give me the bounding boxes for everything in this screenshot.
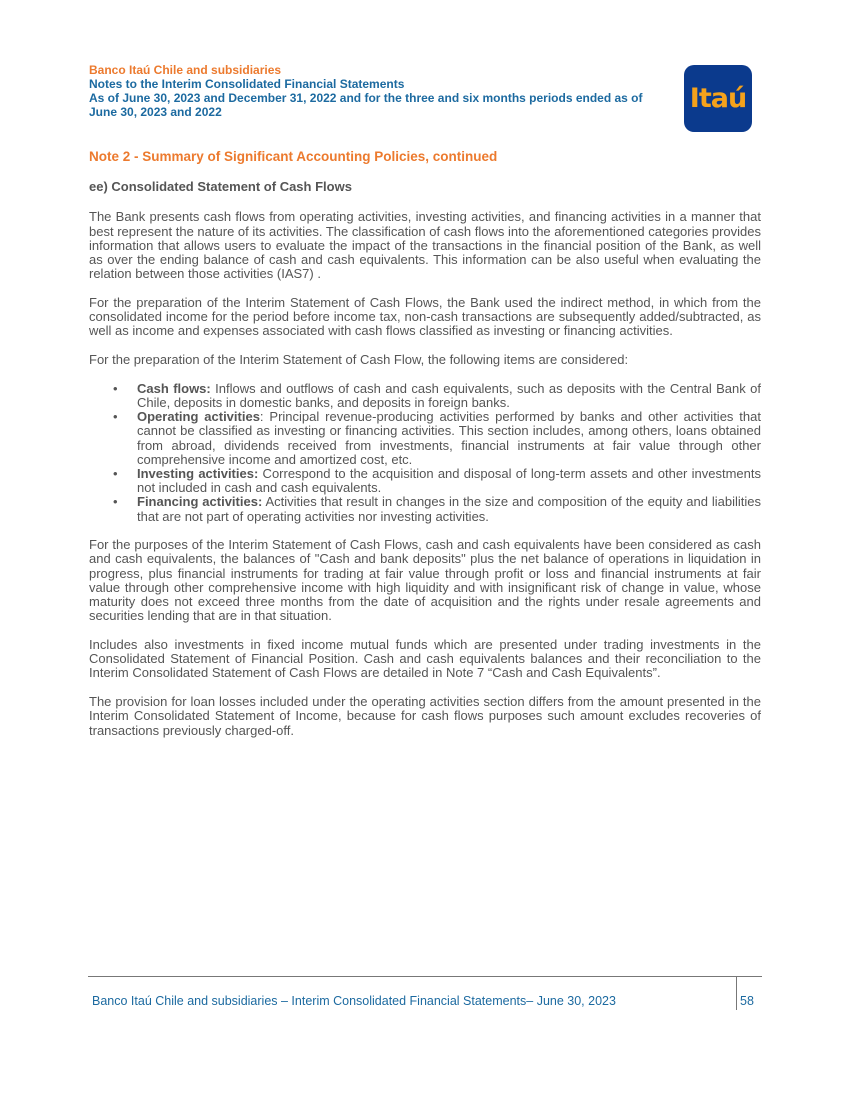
bullet-icon: • xyxy=(113,409,118,425)
company-name: Banco Itaú Chile and subsidiaries xyxy=(89,63,282,77)
page-header xyxy=(89,63,679,119)
page-number: 58 xyxy=(740,994,754,1008)
section-title: ee) Consolidated Statement of Cash Flows xyxy=(89,179,352,195)
footer-rule xyxy=(88,976,762,977)
cash-flow-items-list xyxy=(89,382,761,524)
list-item-text: Inflows and outflows of cash and cash equivalents, such as deposits with the Central Bank of Chile, deposits in domestic banks, and deposits in foreign banks. xyxy=(137,380,761,410)
paragraph-3: For the preparation of the Interim Statement of Cash Flow, the following items are considered: xyxy=(89,352,629,368)
header-subtitle-line-1: Notes to the Interim Consolidated Financial Statements xyxy=(89,77,405,91)
footer-divider xyxy=(736,977,737,1010)
paragraph-5: Includes also investments in fixed income mutual funds which are presented under trading investments in the Consolidated Statement of Financial Position. Cash and cash equivalents balances and their reconciliation to the Interim Consolidated Statement of Cash Flows are detailed in Note 7 “Cash and Cash Equivalents”. xyxy=(89,636,761,681)
list-item-text: Correspond to the acquisition and disposal of long-term assets and other investments not included in cash and cash equivalents. xyxy=(137,465,761,496)
page-content xyxy=(89,150,761,752)
header-subtitle-line-2: As of June 30, 2023 and December 31, 2022 and for the three and six months periods ended as of xyxy=(89,91,643,105)
bullet-icon: • xyxy=(113,494,118,510)
list-item xyxy=(89,495,761,523)
paragraph-2: For the preparation of the Interim Statement of Cash Flows, the Bank used the indirect method, in which from the consolidated income for the period before income tax, non-cash transactions are subsequently added/subtracted, as well as income and expenses associated with cash flows classified as investing or financing activities. xyxy=(89,294,761,339)
list-item xyxy=(89,410,761,467)
bullet-icon: • xyxy=(113,380,118,396)
bullet-icon: • xyxy=(113,465,118,481)
logo-text: Itaú xyxy=(689,83,747,114)
list-item-term: Investing activities: xyxy=(137,465,259,481)
list-item-text: Activities that result in changes in the size and composition of the equity and liabilities that are not part of operating activities nor investing activities. xyxy=(137,494,761,524)
list-item-term: Cash flows: xyxy=(137,380,211,396)
list-item-term: Operating activities xyxy=(137,409,260,425)
header-subtitle-line-3: June 30, 2023 and 2022 xyxy=(89,105,222,119)
list-item xyxy=(89,467,761,495)
footer-text: Banco Itaú Chile and subsidiaries – Interim Consolidated Financial Statements– June 30, 2023 xyxy=(92,994,616,1008)
list-item-term: Financing activities: xyxy=(137,494,263,510)
paragraph-6: The provision for loan losses included under the operating activities section differs from the amount presented in the Interim Consolidated Statement of Income, because for cash flows purposes such amount excludes recoveries of transactions previously charged-off. xyxy=(89,694,761,738)
itau-logo xyxy=(684,65,752,132)
list-item-text: : Principal revenue-producing activities performed by banks and other activities that cannot be classified as investing or financing activities. This section includes, among others, loans obtained from abroad, dividends received from investments, financial instruments at fair value through other comprehensive income and amortized cost, etc. xyxy=(137,409,761,467)
list-item xyxy=(89,382,761,410)
paragraph-1: The Bank presents cash flows from operating activities, investing activities, and financing activities in a manner that best represent the nature of its activities. The classification of cash flows into the aforementioned categories provides information that allows users to evaluate the impact of the transactions in the financial position of the Bank, as well as over the ending balance of cash and cash equivalents. This information can be also useful when evaluating the relation between those activities (IAS7) . xyxy=(89,209,761,282)
note-title: Note 2 - Summary of Significant Accounting Policies, continued xyxy=(89,149,498,164)
paragraph-4: For the purposes of the Interim Statement of Cash Flows, cash and cash equivalents have been considered as cash and cash equivalents, the balances of "Cash and bank deposits" plus the net balance of operations in liquidation in progress, plus financial instruments for trading at fair value through profit or loss and financial instruments at fair value through other comprehensive income with high liquidity and with insignificant risk of change in value, whose maturity does not exceed three months from the date of acquisition and the rights under resale agreements and securities lending that are in that situation. xyxy=(89,537,761,624)
